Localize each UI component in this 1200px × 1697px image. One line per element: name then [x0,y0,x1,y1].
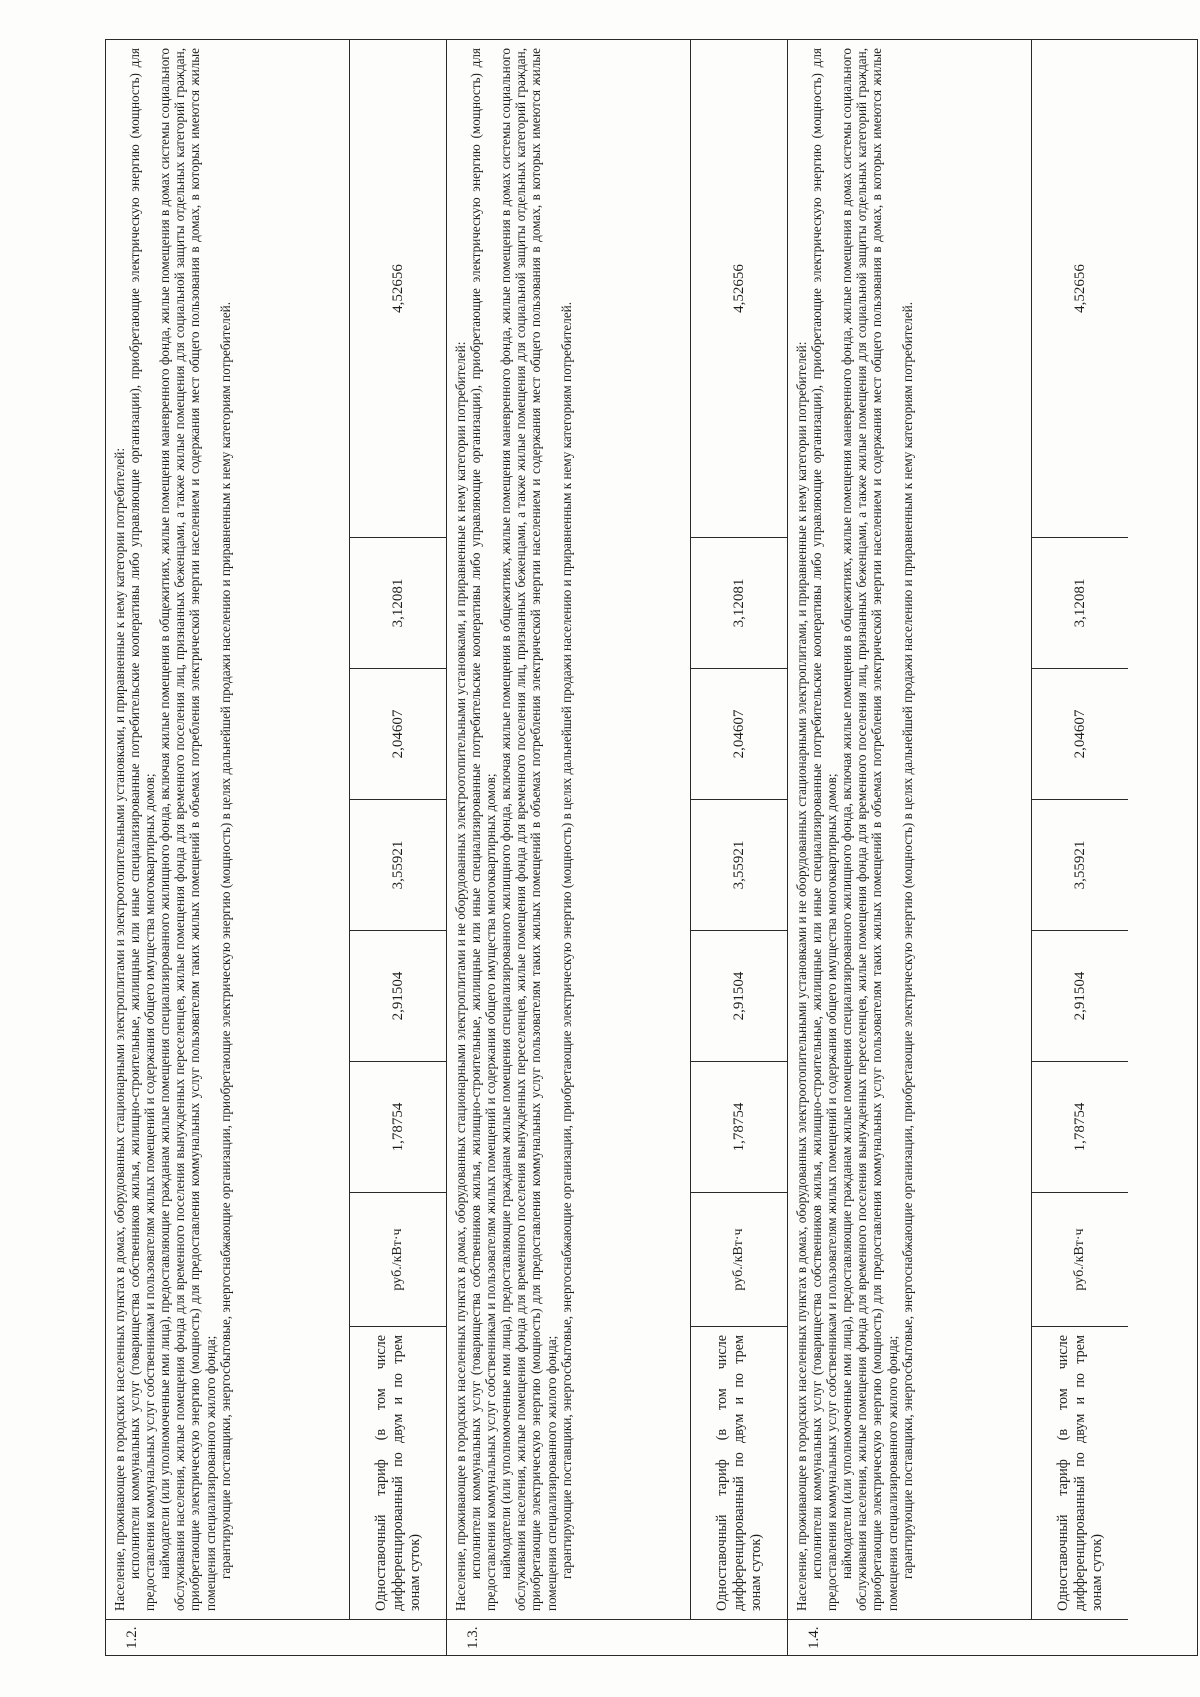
tariff-value-cell: 4,52656 [1032,40,1128,538]
unit-cell: руб./кВт·ч [350,1193,446,1327]
description-paragraph: гарантирующие поставщики, энергосбытовые, энергоснабжающие организации, приобретающие электрическую энергию (мощность) в целях дальнейшей продажи населению и приравненным к нему категориям потребителей. [558,301,574,1579]
unit-cell: руб./кВт·ч [691,1193,787,1327]
section-number: 1.3. [447,1619,787,1655]
tariff-value-cell: 2,91504 [1032,931,1128,1062]
section-number: 1.4. [788,1619,1128,1655]
tariff-label-line: Одноставочный тариф (в том числе [372,1335,389,1611]
tariff-value-cell: 3,55921 [350,800,446,931]
tariff-label [1032,1327,1128,1619]
tariff-value-cell: 3,55921 [1032,800,1128,931]
description-paragraph: наймодатели (или уполномоченные ими лица), предоставляющие гражданам жилые помещения специализированного жилищного фонда, включая жилые помещения в общежитиях, жилые помещения маневренного фонда, жилые помещения в домах системы социального обслуживания населения, жилые помещения фонда для временного поселения вынужденных переселенцев, жилые помещения фонда для временного поселения лиц, признанных беженцами, а также жилые помещения для социальной защиты отдельных категорий граждан, приобретающие электрическую энергию (мощность) для предоставления коммунальных услуг пользователям таких жилых помещений в объемах потребления электрической энергии населением и содержания мест общего пользования в домах, в которых имеются жилые помещения специализированного жилого фонда; [839,48,900,1611]
tariff-value-cell: 1,78754 [691,1062,787,1193]
description-paragraph: гарантирующие поставщики, энергосбытовые, энергоснабжающие организации, приобретающие электрическую энергию (мощность) в целях дальнейшей продажи населению и приравненным к нему категориям потребителей. [217,301,233,1579]
section-body [106,40,446,1619]
description-paragraph: наймодатели (или уполномоченные ими лица), предоставляющие гражданам жилые помещения специализированного жилищного фонда, включая жилые помещения в общежитиях, жилые помещения маневренного фонда, жилые помещения в домах системы социального обслуживания населения, жилые помещения фонда для временного поселения вынужденных переселенцев, жилые помещения фонда для временного поселения лиц, признанных беженцами, а также жилые помещения для социальной защиты отдельных категорий граждан, приобретающие электрическую энергию (мощность) для предоставления коммунальных услуг пользователям таких жилых помещений в объемах потребления электрической энергии населением и содержания мест общего пользования в домах, в которых имеются жилые помещения специализированного жилого фонда; [498,48,559,1611]
section-heading: Население, проживающее в городских населенных пунктах в домах, оборудованных стационарными электроплитами и не оборудованных электроотопительными установками, и приравненные к нему категории потребителей: [453,341,468,1611]
table-section [787,40,1128,1655]
tariff-row [350,40,446,1619]
tariff-label-line: Одноставочный тариф (в том числе [1054,1335,1071,1611]
tariff-label-line: дифференцированный по двум и по трем зонам суток) [1071,1335,1105,1611]
section-heading: Население, проживающее в городских населенных пунктах в домах, оборудованных электроотопительными установками и не оборудованных стационарными электроплитами, и приравненные к нему категории потребителей: [794,341,809,1611]
section-body [788,40,1128,1619]
section-body [447,40,787,1619]
tariff-label [350,1327,446,1619]
tariff-value-cell: 2,04607 [1032,669,1128,800]
tariff-value-cell: 1,78754 [1032,1062,1128,1193]
tariff-value-cell: 3,12081 [1032,538,1128,669]
tariff-value-cell: 2,04607 [691,669,787,800]
tariff-table [105,39,1198,1656]
tariff-value-cell: 3,55921 [691,800,787,931]
tariff-label-line: дифференцированный по двум и по трем зонам суток) [730,1335,764,1611]
tariff-value-cell: 3,12081 [691,538,787,669]
tariff-value-cell: 2,91504 [350,931,446,1062]
description-paragraph: гарантирующие поставщики, энергосбытовые, энергоснабжающие организации, приобретающие электрическую энергию (мощность) в целях дальнейшей продажи населению и приравненным к нему категориям потребителей. [899,301,915,1579]
tariff-label [691,1327,787,1619]
unit-cell: руб./кВт·ч [1032,1193,1128,1327]
section-description [788,40,1032,1619]
tariff-row [691,40,787,1619]
description-paragraph: наймодатели (или уполномоченные ими лица), предоставляющие гражданам жилые помещения специализированного жилищного фонда, включая жилые помещения в общежитиях, жилые помещения маневренного фонда, жилые помещения в домах системы социального обслуживания населения, жилые помещения фонда для временного поселения вынужденных переселенцев, жилые помещения фонда для временного поселения лиц, признанных беженцами, а также жилые помещения для социальной защиты отдельных категорий граждан, приобретающие электрическую энергию (мощность) для предоставления коммунальных услуг пользователям таких жилых помещений в объемах потребления электрической энергии населением и содержания мест общего пользования в домах, в которых имеются жилые помещения специализированного жилого фонда; [157,48,218,1611]
description-paragraph: исполнители коммунальных услуг (товарищества собственников жилья, жилищно-строительные, жилищные или иные специализированные потребительские кооперативы либо управляющие организации), приобретающие электрическую энергию (мощность) для предоставления коммунальных услуг собственникам и пользователям жилых помещений и содержания общего имущества многоквартирных домов; [127,48,158,1611]
section-description [447,40,691,1619]
tariff-value-cell: 3,12081 [350,538,446,669]
section-description [106,40,350,1619]
description-paragraph: исполнители коммунальных услуг (товарищества собственников жилья, жилищно-строительные, жилищные или иные специализированные потребительские кооперативы либо управляющие организации), приобретающие электрическую энергию (мощность) для предоставления коммунальных услуг собственникам и пользователям жилых помещений и содержания общего имущества многоквартирных домов; [809,48,840,1611]
table-section [105,40,446,1655]
table-section [446,40,787,1655]
tariff-label-line: Одноставочный тариф (в том числе [713,1335,730,1611]
tariff-value-cell: 2,04607 [350,669,446,800]
tariff-value-cell: 4,52656 [691,40,787,538]
section-number: 1.2. [106,1619,446,1655]
tariff-value-cell: 2,91504 [691,931,787,1062]
description-paragraph: исполнители коммунальных услуг (товарищества собственников жилья, жилищно-строительные, жилищные или иные специализированные потребительские кооперативы либо управляющие организации), приобретающие электрическую энергию (мощность) для предоставления коммунальных услуг собственникам и пользователям жилых помещений и содержания общего имущества многоквартирных домов; [468,48,499,1611]
tariff-label-line: дифференцированный по двум и по трем зонам суток) [389,1335,423,1611]
section-heading: Население, проживающее в городских населенных пунктах в домах, оборудованных стационарными электроплитами и электроотопительными установками, и приравненные к нему категории потребителей: [112,448,127,1611]
tariff-value-cell: 1,78754 [350,1062,446,1193]
tariff-value-cell: 4,52656 [350,40,446,538]
tariff-row [1032,40,1128,1619]
